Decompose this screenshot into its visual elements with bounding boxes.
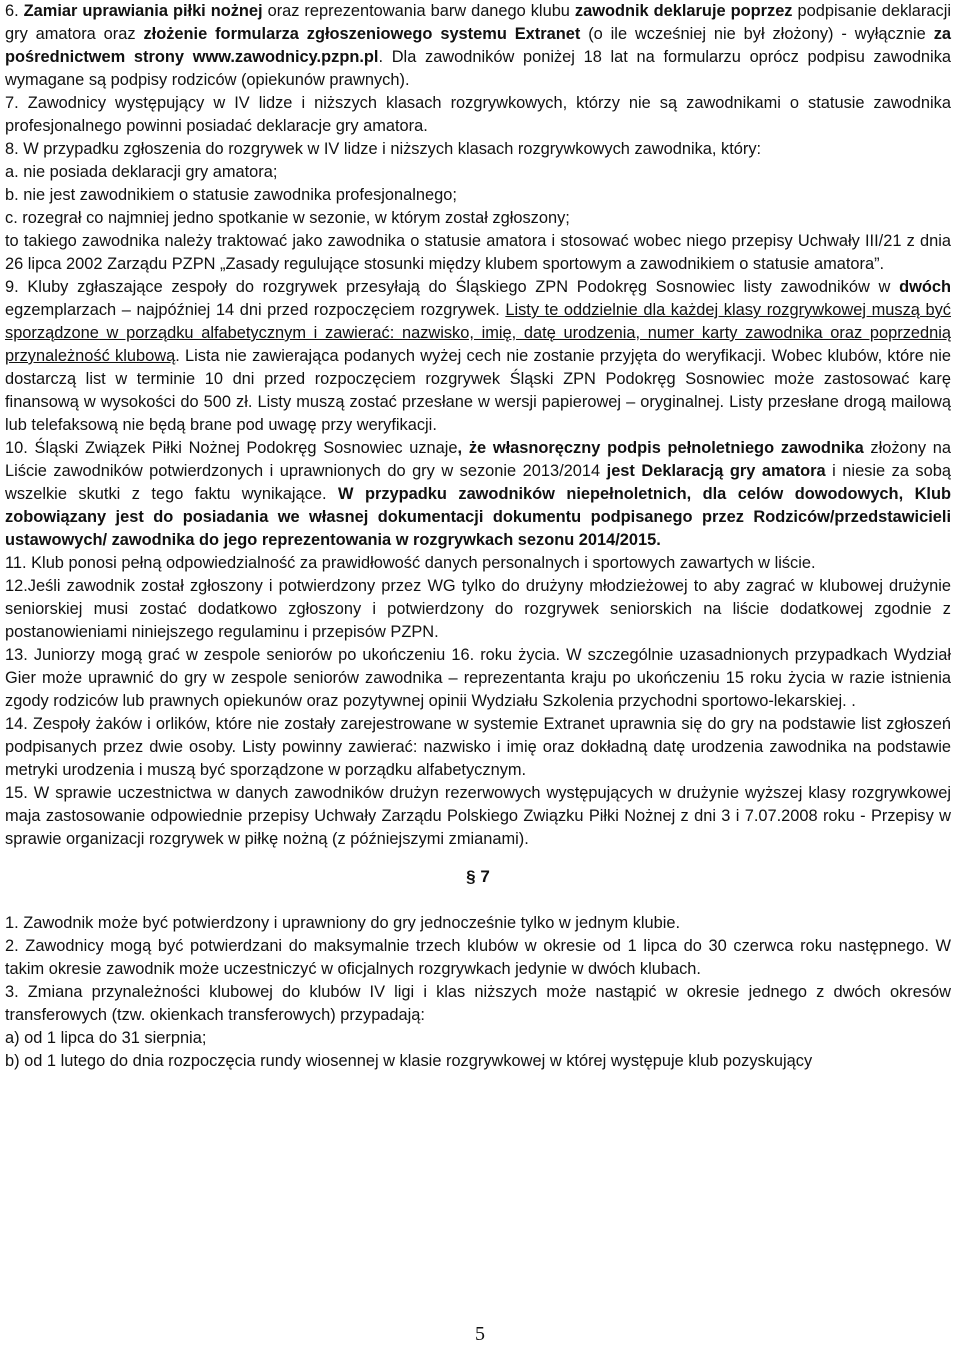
page-number: 5 — [475, 1323, 485, 1345]
section-7-point-2: 2. Zawodnicy mogą być potwierdzani do maksymalnie trzech klubów w okresie od 1 lipca do 30 czerwca roku następnego. W takim okresie zawodnik może uczestniczyć w oficjalnych rozgrywkach jedynie w dwóch klubach. — [5, 937, 951, 978]
text-run: złożenie formularza zgłoszeniowego systemu Extranet — [143, 25, 581, 43]
text-run: , że — [457, 439, 493, 457]
list-item-8b: b. nie jest zawodnikiem o statusie zawodnika profesjonalnego; — [5, 186, 457, 204]
text-run: Listy te oddzielnie dla każdej klasy rozgrywkowej muszą być sporządzone w porządku alfabetycznym i zawierać: nazwisko, imię, datę urodzenia, numer karty zawodnika oraz poprzednią przynależność klubową — [5, 301, 951, 365]
text-run: za pośrednictwem strony www.zawodnicy.pzpn.pl — [5, 25, 951, 66]
section-7-point-3: 3. Zmiana przynależności klubowej do klubów IV ligi i klas niższych może nastąpić w okresie jednego z dwóch okresów transferowych (tzw. okienkach transferowych) przypadają: — [5, 983, 951, 1024]
document-page — [5, 0, 951, 1073]
text-run: jest Deklaracją gry amatora — [606, 462, 826, 480]
text-run: W przypadku zawodników niepełnoletnich, dla celów dowodowych, Klub zobowiązany jest do posiadania we własnej dokumentacji dokumentu podpisanego przez Rodziców/przedstawicieli ustawowych/ zawodnika do jego reprezentowania w rozgrywkach sezonu 2014/2015. — [5, 485, 951, 549]
paragraph-8: 8. W przypadku zgłoszenia do rozgrywek w IV lidze i niższych klasach rozgrywkowych zawodnika, który: — [5, 140, 762, 158]
text-run: 10. Śląski Związek Piłki Nożnej Podokręg Sosnowiec uznaje — [5, 439, 458, 457]
paragraph-11: 11. Klub ponosi pełną odpowiedzialność za prawidłowość danych personalnych i sportowych zawartych w liście. — [5, 554, 816, 572]
text-run: dwóch — [899, 278, 951, 296]
paragraph-6 — [5, 0, 951, 92]
text-run: 9. Kluby zgłaszające zespoły do rozgrywek przesyłają do Śląskiego ZPN Podokręg Sosnowiec listy zawodników w — [5, 278, 900, 296]
text-run: oraz reprezentowania barw danego klubu — [262, 2, 575, 20]
paragraph-12: 12.Jeśli zawodnik został zgłoszony i potwierdzony przez WG tylko do drużyny młodzieżowej to aby zagrać w klubowej drużynie seniorskiej musi zostać dodatkowo zgłoszony i potwierdzony do rozgrywek seniorskich na liście dodatkowej zgodnie z postanowieniami niniejszego regulaminu i przepisów PZPN. — [5, 577, 951, 641]
list-item-8a: a. nie posiada deklaracji gry amatora; — [5, 163, 278, 181]
paragraph-7: 7. Zawodnicy występujący w IV lidze i niższych klasach rozgrywkowych, którzy nie są zawodnikami o statusie zawodnika profesjonalnego powinni posiadać deklaracje gry amatora. — [5, 94, 951, 135]
section-7-point-3a: a) od 1 lipca do 31 sierpnia; — [5, 1029, 207, 1047]
text-run: . Dla zawodników poniżej 18 lat na formularzu oprócz podpisu zawodnika wymagane są podpisy rodziców (opiekunów prawnych). — [5, 48, 952, 89]
text-run: Zamiar uprawiania piłki nożnej — [23, 2, 263, 20]
section-heading: § 7 — [466, 867, 490, 886]
paragraph-9 — [5, 276, 951, 437]
text-run: 6. — [5, 2, 24, 20]
paragraph-15: 15. W sprawie uczestnictwa w danych zawodników drużyn rezerwowych występujących w drużynie wyższej klasy rozgrywkowej maja zastosowanie odpowiednie przepisy Uchwały Zarządu Polskiego Związku Piłki Nożnej z dni 3 i 7.07.2008 roku - Przepisy w sprawie organizacji rozgrywek w piłkę nożną (z późniejszymi zmianami). — [5, 784, 951, 848]
text-run: . Lista nie zawierająca podanych wyżej cech nie zostanie przyjęta do weryfikacji. Wobec klubów, które nie dostarczą list w terminie 10 dni przed rozpoczęciem rozgrywek Śląski ZPN Podokręg Sosnowiec może zastosować karę finansową w wysokości do 500 zł. Listy muszą zostać przesłane w wersji papierowej – oryginalnej. Listy przesłane drogą mailową lub telefaksową nie będą brane pod uwagę przy weryfikacji. — [5, 347, 951, 434]
section-7-point-3b: b) od 1 lutego do dnia rozpoczęcia rundy wiosennej w klasie rozgrywkowej w której występuje klub pozyskujący — [5, 1052, 813, 1070]
paragraph-13: 13. Juniorzy mogą grać w zespole seniorów po ukończeniu 16. roku życia. W szczególnie uzasadnionych przypadkach Wydział Gier może uprawnić do gry w zespole seniorów zawodnika – reprezentanta kraju po ukończeniu 15 roku życia w razie istnienia zgody rodziców lub prawnych opiekunów oraz pozytywnej opinii Wydziału Szkolenia przychodni sportowo-lekarskiej. . — [5, 646, 951, 710]
text-run: złożony na Liście zawodników potwierdzonych i uprawnionych do gry w sezonie 2013/2014 — [5, 439, 951, 480]
list-item-8c: c. rozegrał co najmniej jedno spotkanie w sezonie, w którym został zgłoszony; — [5, 209, 570, 227]
paragraph-10 — [5, 437, 951, 552]
text-run: egzemplarzach – najpóźniej 14 dni przed rozpoczęciem rozgrywek. — [5, 301, 506, 319]
text-run: (o ile wcześniej nie był złożony) - wyłącznie — [580, 25, 934, 43]
text-run: własnoręczny podpis pełnoletniego zawodnika — [492, 439, 864, 457]
paragraph-14: 14. Zespoły żaków i orlików, które nie zostały zarejestrowane w systemie Extranet uprawnia się do gry na podstawie list zgłoszeń podpisanych przez dwie osoby. Listy powinny zawierać: nazwisko i imię oraz dokładną datę urodzenia zawodnika na podstawie metryki urodzenia i muszą być sporządzone w porządku alfabetycznym. — [5, 715, 951, 779]
text-run: zawodnik deklaruje poprzez — [574, 2, 793, 20]
text-run: podpisanie deklaracji gry amatora oraz — [5, 2, 951, 43]
text-run: i niesie za sobą wszelkie skutki z tego faktu wynikające. — [5, 462, 951, 503]
section-7-point-1: 1. Zawodnik może być potwierdzony i uprawniony do gry jednocześnie tylko w jednym klubie. — [5, 914, 681, 932]
paragraph-8-conclusion: to takiego zawodnika należy traktować jako zawodnika o statusie amatora i stosować wobec niego przepisy Uchwały III/21 z dnia 26 lipca 2002 Zarządu PZPN „Zasady regulujące stosunki między klubem sportowym a zawodnikiem o statusie amatora”. — [5, 232, 951, 273]
